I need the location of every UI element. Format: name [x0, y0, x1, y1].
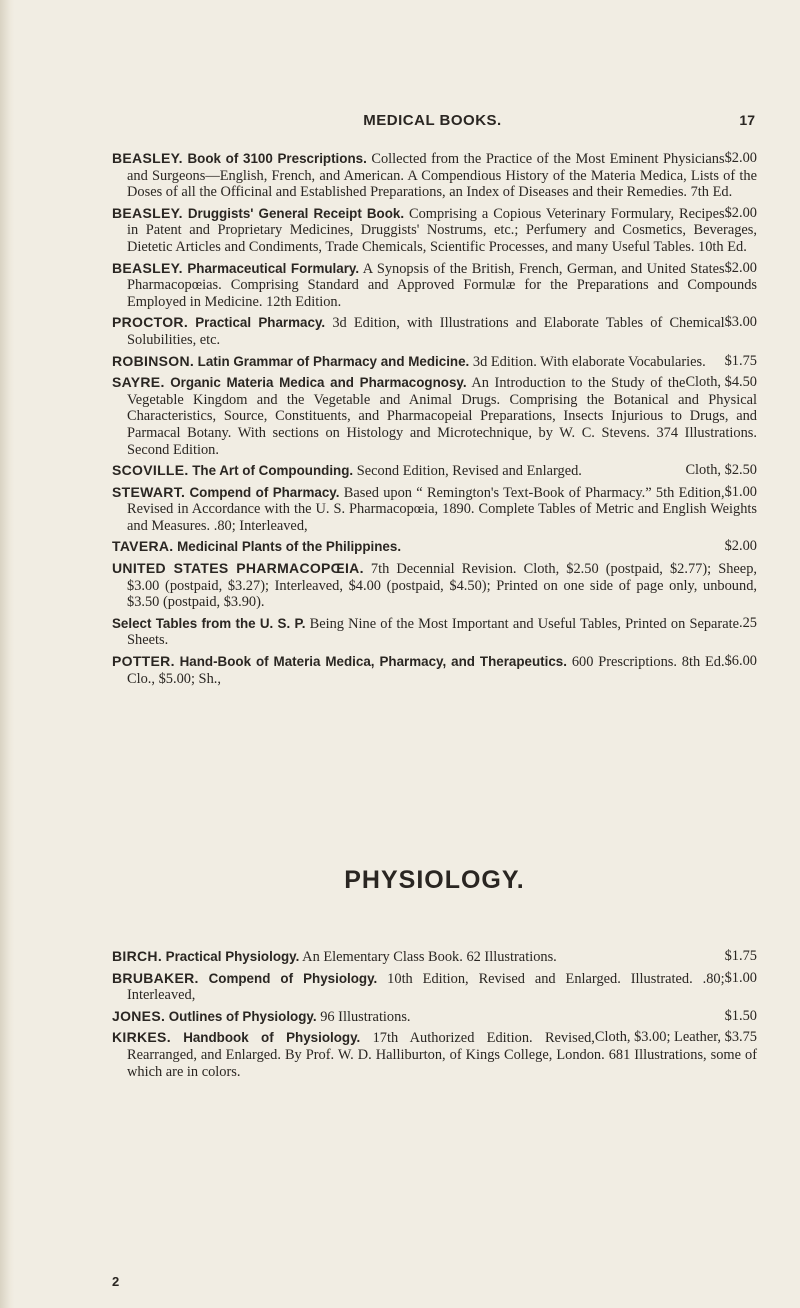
entry-description: Second Edition, Revised and Enlarged. — [356, 463, 582, 480]
entry-title: Outlines of Physiology. — [168, 1008, 317, 1024]
page-number: 17 — [739, 112, 755, 128]
entry-description: A Synopsis of the British, French, German, and United States Pharmacopœias. Comprising Standard and Approved Formulæ for the Preparations and Compounds Employed in Medicine. 12th Edition. — [127, 260, 757, 310]
physiology-list — [112, 948, 757, 1084]
list-item: $2.00 BEASLEY. Pharmaceutical Formulary. A Synopsis of the British, French, German, and United States Pharmacopœias. Comprising Standard and Approved Formulæ for the Preparations and Compounds Employed in Medicine. 12th Edition. — [112, 259, 757, 310]
entry-author: BEASLEY. — [112, 150, 183, 166]
entry-author: JONES. — [112, 1007, 166, 1024]
list-item: $1.50 JONES. Outlines of Physiology. 96 Illustrations. — [112, 1007, 757, 1025]
entry-author: BRUBAKER. — [112, 969, 199, 986]
list-item: Cloth, $4.50 SAYRE. Organic Materia Medica and Pharmacognosy. An Introduction to the Study of the Vegetable Kingdom and the Vegetable and Animal Drugs. Comprising the Botanical and Physical Characteristics, Source, Constituents, and Pharmacopeial Preparations, Insects Injurious to Drugs, and Parmacal Botany. With sections on Histology and Microtechnique, by W. C. Stevens. 374 Illustrations. Second Edition. — [112, 374, 757, 458]
pharmacy-list — [112, 150, 757, 691]
list-item: Cloth, $2.50 SCOVILLE. The Art of Compounding. Second Edition, Revised and Enlarged. — [112, 462, 757, 480]
section-heading: PHYSIOLOGY. — [344, 866, 525, 894]
entry-description: 600 Prescriptions. 8th Ed. Clo., $5.00; Sh., — [127, 654, 725, 687]
entry-title: Practical Pharmacy. — [195, 315, 326, 331]
running-head-title: MEDICAL BOOKS. — [363, 112, 502, 129]
list-item: $6.00 POTTER. Hand-Book of Materia Medica, Pharmacy, and Therapeutics. 600 Prescriptions. 8th Ed. Clo., $5.00; Sh., — [112, 653, 757, 687]
entry-title: Select Tables from the U. S. P. — [112, 615, 306, 631]
entry-title: Medicinal Plants of the Philippines. — [177, 539, 402, 555]
entry-title: Pharmaceutical Formulary. — [187, 260, 360, 276]
entry-title: Compend of Pharmacy. — [189, 484, 340, 500]
entry-description: Based upon “ Remington's Text-Book of Pharmacy.” 5th Edition, Revised in Accordance with the U. S. Pharmacopœia, 1890. Complete Tables of Metric and English Weights and Measures. .80; Interleaved, — [127, 484, 757, 534]
entry-title: The Art of Compounding. — [192, 463, 354, 479]
list-item — [112, 560, 757, 611]
entry-author: SCOVILLE. — [112, 462, 189, 479]
list-item: .25 Select Tables from the U. S. P. Being Nine of the Most Important and Useful Tables, Printed on Separate Sheets. — [112, 614, 757, 649]
entry-author: POTTER. — [112, 653, 175, 670]
entry-author: BEASLEY. — [112, 259, 183, 276]
list-item: Cloth, $3.00; Leather, $3.75 KIRKES. Handbook of Physiology. 17th Authorized Edition. Revised, Rearranged, and Enlarged. By Prof. W. D. Halliburton, of Kings College, London. 681 Illustrations, some of which are in colors. — [112, 1029, 757, 1080]
entry-description: 3d Edition. With elaborate Vocabularies. — [472, 353, 706, 370]
entry-title: Compend of Physiology. — [208, 970, 378, 986]
entry-title: Handbook of Physiology. — [183, 1030, 361, 1046]
entry-author: KIRKES. — [112, 1029, 171, 1046]
entry-author: STEWART. — [112, 483, 186, 500]
list-item: $1.00 BRUBAKER. Compend of Physiology. 10th Edition, Revised and Enlarged. Illustrated. .80; Interleaved, — [112, 969, 757, 1004]
entry-description: 96 Illustrations. — [320, 1008, 411, 1025]
list-item: $1.75 ROBINSON. Latin Grammar of Pharmacy and Medicine. 3d Edition. With elaborate Vocabularies. — [112, 352, 757, 370]
list-item: $1.75 BIRCH. Practical Physiology. An Elementary Class Book. 62 Illustrations. — [112, 948, 757, 965]
entry-author: BEASLEY. — [112, 204, 183, 221]
list-item: $3.00 PROCTOR. Practical Pharmacy. 3d Edition, with Illustrations and Elaborate Tables of Chemical Solubilities, etc. — [112, 314, 757, 348]
entry-author: TAVERA. — [112, 538, 174, 555]
entry-description: 3d Edition, with Illustrations and Elaborate Tables of Chemical Solubilities, etc. — [127, 315, 725, 348]
entry-title: Druggists' General Receipt Book. — [187, 205, 405, 221]
list-item: $2.00 BEASLEY. Book of 3100 Prescriptions. Collected from the Practice of the Most Eminent Physicians and Surgeons—English, French, and American. A Compendious History of the Materia Medica, Lists of the Doses of all the Officinal and Established Preparations, an Index of Diseases and their Remedies. 7th Ed. — [112, 150, 757, 201]
signature-mark: 2 — [112, 1274, 120, 1289]
entry-description: Collected from the Practice of the Most Eminent Physicians and Surgeons—English, French, and American. A Compendious History of the Materia Medica, Lists of the Doses of all the Officinal and Established Preparations, an Index of Diseases and their Remedies. 7th Ed. — [127, 151, 757, 201]
entry-description: Comprising a Copious Veterinary Formulary, Recipes in Patent and Proprietary Medicines, Druggists' Nostrums, etc.; Perfumery and Cosmetics, Beverages, Dietetic Articles and Condiments, Trade Chemicals, Scientific Processes, and many Useful Tables. 10th Ed. — [127, 205, 757, 255]
entry-description: An Introduction to the Study of the Vegetable Kingdom and the Vegetable and Animal Drugs. Comprising the Botanical and Physical Characteristics, Source, Constituents, and Pharmacopeial Preparations, Insects Injurious to Drugs, and Parmacal Botany. With sections on Histology and Microtechnique, by W. C. Stevens. 374 Illustrations. Second Edition. — [127, 375, 757, 458]
list-item: $2.00 BEASLEY. Druggists' General Receipt Book. Comprising a Copious Veterinary Formulary, Recipes in Patent and Proprietary Medicines, Druggists' Nostrums, etc.; Perfumery and Cosmetics, Beverages, Dietetic Articles and Condiments, Trade Chemicals, Scientific Processes, and many Useful Tables. 10th Ed. — [112, 204, 757, 255]
list-item: $1.00 STEWART. Compend of Pharmacy. Based upon “ Remington's Text-Book of Pharmacy.” 5th Edition, Revised in Accordance with the U. S. Pharmacopœia, 1890. Complete Tables of Metric and English Weights and Measures. .80; Interleaved, — [112, 483, 757, 534]
entry-author: PROCTOR. — [112, 314, 189, 331]
entry-author: ROBINSON. — [112, 352, 195, 369]
entry-title: Latin Grammar of Pharmacy and Medicine. — [197, 353, 470, 369]
entry-description: 7th Decennial Revision. Cloth, $2.50 (postpaid, $2.77); Sheep, $3.00 (postpaid, $3.27); Interleaved, $4.00 (postpaid, $4.50); Printed on one side of page only, unbound, $3.50 (postpaid, $3.90). — [127, 561, 757, 611]
entry-title: Organic Materia Medica and Pharmacognosy. — [170, 375, 467, 391]
list-item: $2.00 TAVERA. Medicinal Plants of the Philippines. — [112, 538, 757, 555]
entry-author: SAYRE. — [112, 374, 165, 391]
entry-title: Practical Physiology. — [165, 949, 300, 964]
entry-description: 17th Authorized Edition. Revised, Rearranged, and Enlarged. By Prof. W. D. Halliburton, of Kings College, London. 681 Illustrations, some of which are in colors. — [127, 1030, 757, 1080]
running-head — [110, 112, 755, 136]
entry-author: BIRCH. — [112, 948, 163, 964]
entry-description: An Elementary Class Book. 62 Illustrations. — [302, 949, 557, 965]
entry-description: 10th Edition, Revised and Enlarged. Illustrated. .80; Interleaved, — [127, 970, 725, 1004]
entry-author: UNITED STATES PHARMACOPŒIA. — [112, 560, 364, 577]
entry-title: Book of 3100 Prescriptions. — [187, 151, 367, 166]
entry-title: Hand-Book of Materia Medica, Pharmacy, and Therapeutics. — [179, 654, 567, 670]
entry-description: Being Nine of the Most Important and Useful Tables, Printed on Separate Sheets. — [127, 615, 739, 649]
